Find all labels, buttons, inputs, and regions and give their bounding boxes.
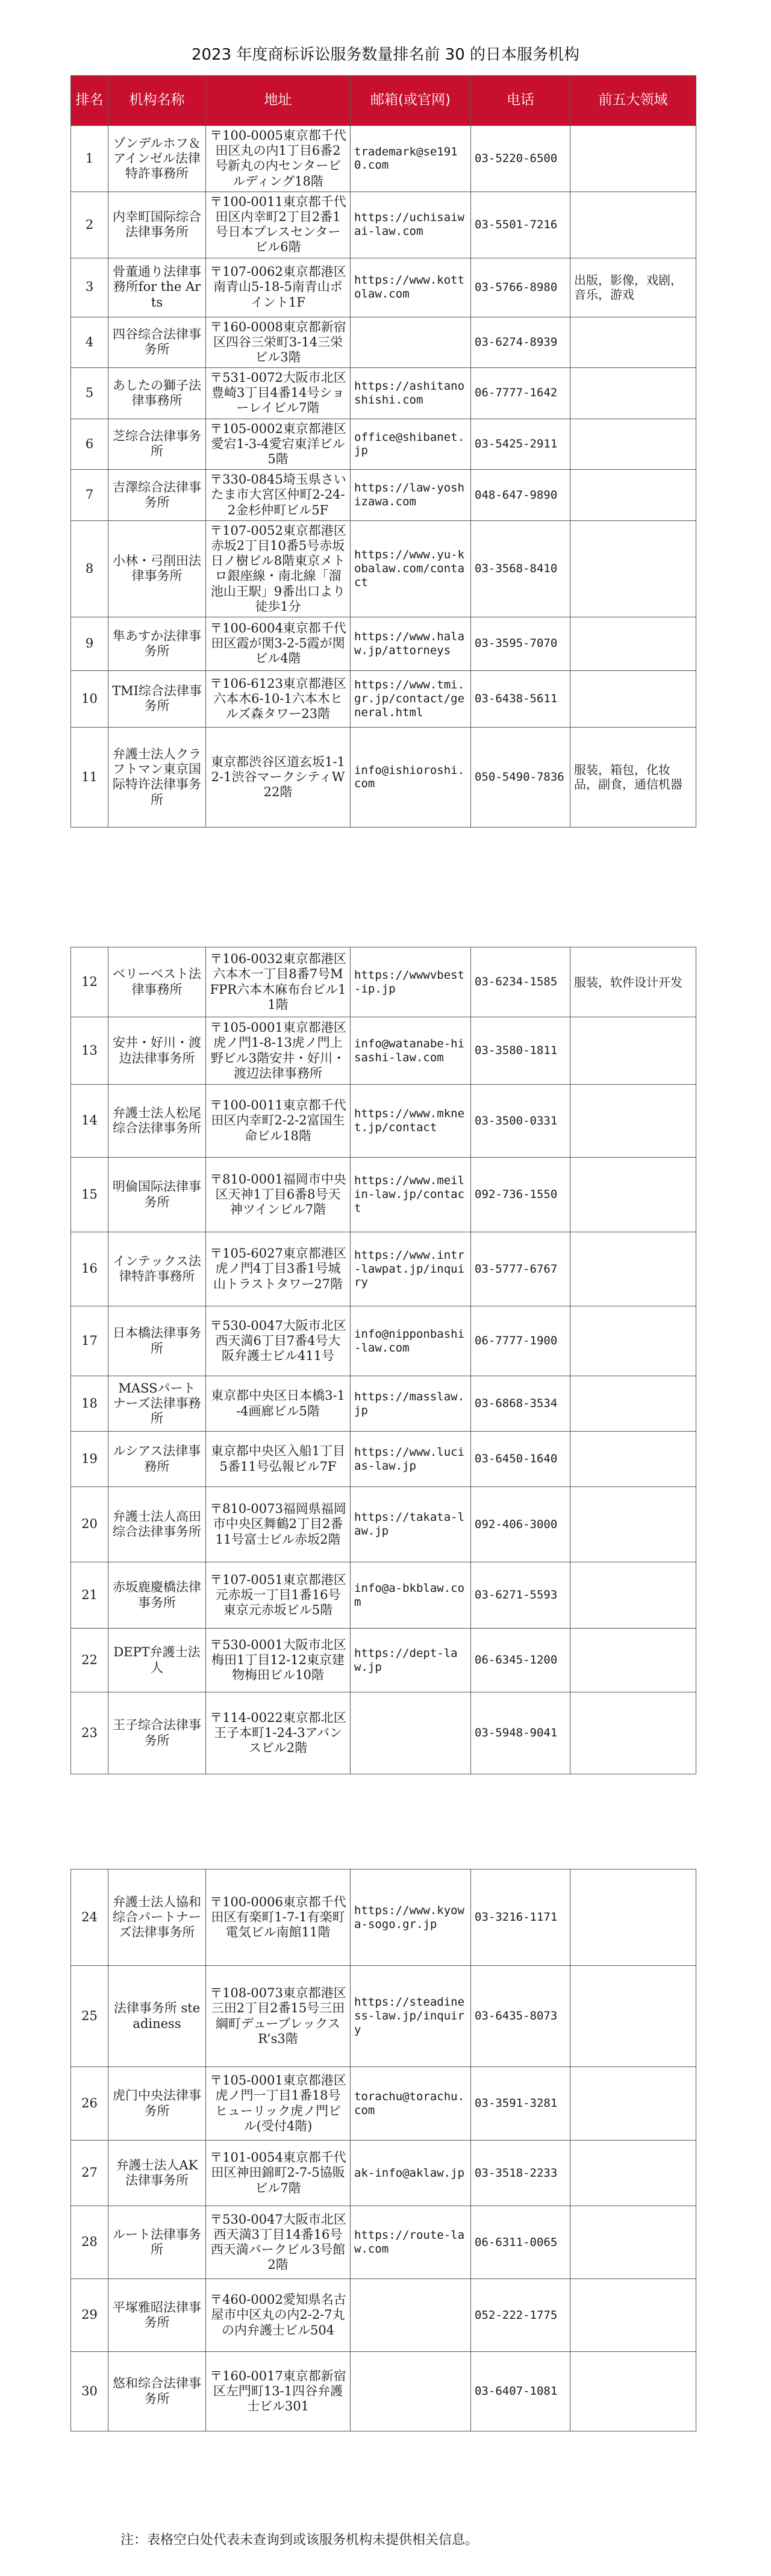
cell-fields (570, 2352, 696, 2431)
cell-rank: 21 (71, 1562, 108, 1629)
table-row (71, 1232, 696, 1306)
cell-address: 〒105-0002東京都港区愛宕1-3-4愛宕東洋ビル5階 (206, 419, 351, 470)
cell-rank: 20 (71, 1487, 108, 1562)
cell-contact[interactable]: https://www.meilin-law.jp/contact (351, 1158, 471, 1232)
cell-address: 〒530-0001大阪市北区梅田1丁目12-12東京建物梅田ビル10階 (206, 1629, 351, 1692)
table-row (71, 1966, 696, 2067)
header-address: 地址 (206, 76, 351, 126)
cell-address: 〒810-0001福岡市中央区天神1丁目6番8号天神ツインビル7階 (206, 1158, 351, 1232)
cell-contact[interactable]: https://masslaw.jp (351, 1376, 471, 1432)
cell-rank: 8 (71, 520, 108, 617)
cell-fields (570, 1629, 696, 1692)
cell-contact[interactable]: https://route-law.com (351, 2206, 471, 2279)
table-row (71, 317, 696, 368)
cell-address: 〒107-0051東京都港区元赤坂一丁目1番16号東京元赤坂ビル5階 (206, 1562, 351, 1629)
firm-table-part-1 (70, 75, 696, 828)
cell-firm-name: ルート法律事务所 (108, 2206, 206, 2279)
cell-rank: 28 (71, 2206, 108, 2279)
cell-contact[interactable]: https://www.tmi.gr.jp/contact/general.html (351, 670, 471, 727)
cell-address: 〒100-0011東京都千代田区内幸町2-2-2富国生命ビル18階 (206, 1085, 351, 1158)
table-row (71, 2206, 696, 2279)
cell-rank: 22 (71, 1629, 108, 1692)
cell-firm-name: 弁護士法人AK法律事务所 (108, 2141, 206, 2206)
table-row (71, 1017, 696, 1085)
header-row (71, 76, 696, 126)
cell-rank: 16 (71, 1232, 108, 1306)
table-row (71, 1085, 696, 1158)
cell-phone: 050-5490-7836 (471, 727, 570, 827)
cell-address: 東京都中央区日本橋3-1-4画廊ビル5階 (206, 1376, 351, 1432)
cell-address: 〒330-0845埼玉県さいたま市大宮区仲町2-24-2金杉仲町ビル5F (206, 470, 351, 521)
table-row (71, 1376, 696, 1432)
cell-fields (570, 1158, 696, 1232)
cell-address: 〒106-6123東京都港区六本木6-10-1六本木ヒルズ森タワー23階 (206, 670, 351, 727)
cell-phone: 03-5425-2911 (471, 419, 570, 470)
cell-rank: 4 (71, 317, 108, 368)
table-row (71, 1692, 696, 1774)
cell-fields (570, 1966, 696, 2067)
table-row (71, 1487, 696, 1562)
cell-firm-name: DEPT弁護士法人 (108, 1629, 206, 1692)
cell-contact[interactable]: https://takata-law.jp (351, 1487, 471, 1562)
cell-firm-name: 明倫国际法律事务所 (108, 1158, 206, 1232)
cell-fields (570, 1487, 696, 1562)
cell-phone: 03-6868-3534 (471, 1376, 570, 1432)
cell-contact[interactable]: info@nipponbashi-law.com (351, 1306, 471, 1376)
cell-phone: 03-6271-5593 (471, 1562, 570, 1629)
cell-phone: 03-6407-1081 (471, 2352, 570, 2431)
cell-rank: 12 (71, 947, 108, 1017)
cell-firm-name: 隼あすか法律事务所 (108, 617, 206, 670)
cell-contact[interactable]: https://www.mknet.jp/contact (351, 1085, 471, 1158)
table-row (71, 470, 696, 521)
table-row (71, 1629, 696, 1692)
cell-fields (570, 617, 696, 670)
cell-phone: 03-5766-8980 (471, 258, 570, 317)
cell-phone: 03-5948-9041 (471, 1692, 570, 1774)
cell-contact[interactable]: ak-info@aklaw.jp (351, 2141, 471, 2206)
cell-rank: 2 (71, 192, 108, 258)
cell-rank: 10 (71, 670, 108, 727)
cell-address: 〒530-0047大阪市北区西天満6丁目7番4号大阪弁護士ビル411号 (206, 1306, 351, 1376)
table-row (71, 258, 696, 317)
cell-rank: 23 (71, 1692, 108, 1774)
cell-rank: 27 (71, 2141, 108, 2206)
cell-firm-name: 弁護士法人松尾综合法律事务所 (108, 1085, 206, 1158)
cell-phone: 03-5501-7216 (471, 192, 570, 258)
cell-contact[interactable]: https://ashitanoshishi.com (351, 368, 471, 419)
cell-firm-name: TMI综合法律事务所 (108, 670, 206, 727)
cell-firm-name: 悠和综合法律事务所 (108, 2352, 206, 2431)
header-name: 机构名称 (108, 76, 206, 126)
cell-firm-name: 弁護士法人協和综合パートナーズ法律事务所 (108, 1870, 206, 1966)
cell-contact (351, 2279, 471, 2352)
cell-phone: 06-7777-1900 (471, 1306, 570, 1376)
cell-rank: 6 (71, 419, 108, 470)
table-row (71, 192, 696, 258)
cell-firm-name: 芝综合法律事务所 (108, 419, 206, 470)
cell-firm-name: 弁護士法人クラフトマン東京国际特许法律事务所 (108, 727, 206, 827)
header-contact: 邮箱(或官网) (351, 76, 471, 126)
page-title: 2023 年度商标诉讼服务数量排名前 30 的日本服务机构 (191, 46, 580, 64)
cell-contact (351, 317, 471, 368)
cell-firm-name: MASSパートナーズ法律事務所 (108, 1376, 206, 1432)
cell-firm-name: 四谷综合法律事务所 (108, 317, 206, 368)
cell-address: 〒530-0047大阪市北区西天満3丁目14番16号西天満パークビル3号館2階 (206, 2206, 351, 2279)
table-row (71, 727, 696, 827)
cell-address: 〒114-0022東京都北区王子本町1-24-3アバンスビル2階 (206, 1692, 351, 1774)
cell-contact[interactable]: info@a-bkblaw.com (351, 1562, 471, 1629)
cell-fields (570, 1085, 696, 1158)
cell-address: 〒100-0011東京都千代田区内幸町2丁目2番1号日本プレスセンタービル6階 (206, 192, 351, 258)
cell-firm-name: 骨董通り法律事務所for the Arts (108, 258, 206, 317)
cell-fields (570, 1692, 696, 1774)
cell-fields (570, 419, 696, 470)
cell-rank: 7 (71, 470, 108, 521)
cell-rank: 25 (71, 1966, 108, 2067)
cell-fields: 服装，箱包，化妆品，副食，通信机器 (570, 727, 696, 827)
cell-phone: 03-6450-1640 (471, 1432, 570, 1487)
cell-contact[interactable]: info@ishioroshi.com (351, 727, 471, 827)
cell-contact[interactable]: office@shibanet.jp (351, 419, 471, 470)
cell-firm-name: ルシアス法律事務所 (108, 1432, 206, 1487)
table-row (71, 2141, 696, 2206)
cell-fields (570, 317, 696, 368)
cell-fields (570, 670, 696, 727)
cell-rank: 14 (71, 1085, 108, 1158)
table-row (71, 2352, 696, 2431)
cell-rank: 26 (71, 2067, 108, 2141)
cell-rank: 19 (71, 1432, 108, 1487)
cell-phone: 03-3518-2233 (471, 2141, 570, 2206)
cell-contact[interactable]: https://uchisaiwai-law.com (351, 192, 471, 258)
cell-rank: 5 (71, 368, 108, 419)
cell-contact[interactable]: torachu@torachu.com (351, 2067, 471, 2141)
cell-rank: 24 (71, 1870, 108, 1966)
cell-contact[interactable]: https://steadiness-law.jp/inquiry (351, 1966, 471, 2067)
cell-fields (570, 368, 696, 419)
cell-rank: 17 (71, 1306, 108, 1376)
header-fields: 前五大领域 (570, 76, 696, 126)
cell-fields: 服装，软件设计开发 (570, 947, 696, 1017)
cell-fields (570, 192, 696, 258)
cell-fields (570, 2279, 696, 2352)
cell-address: 〒108-0073東京都港区三田2丁目2番15号三田綱町デュープレックスR’s3階 (206, 1966, 351, 2067)
cell-fields (570, 470, 696, 521)
cell-phone: 03-6234-1585 (471, 947, 570, 1017)
table-row (71, 1870, 696, 1966)
cell-contact[interactable]: https://www.kottolaw.com (351, 258, 471, 317)
table-row (71, 2067, 696, 2141)
cell-firm-name: 小林・弓削田法律事务所 (108, 520, 206, 617)
cell-phone: 052-222-1775 (471, 2279, 570, 2352)
cell-phone: 03-3216-1171 (471, 1870, 570, 1966)
cell-firm-name: あしたの獅子法律事務所 (108, 368, 206, 419)
cell-fields (570, 1432, 696, 1487)
cell-phone: 092-736-1550 (471, 1158, 570, 1232)
cell-address: 〒810-0073福岡県福岡市中央区舞鶴2丁目2番11号富士ビル赤坂2階 (206, 1487, 351, 1562)
cell-address: 〒100-6004東京都千代田区霞が関3-2-5霞が関ビル4階 (206, 617, 351, 670)
cell-contact[interactable]: info@watanabe-hisashi-law.com (351, 1017, 471, 1085)
firm-table-part-3 (70, 1869, 696, 2431)
cell-rank: 18 (71, 1376, 108, 1432)
cell-phone: 03-6438-5611 (471, 670, 570, 727)
cell-phone: 03-6435-8073 (471, 1966, 570, 2067)
cell-phone: 048-647-9890 (471, 470, 570, 521)
cell-fields (570, 1232, 696, 1306)
header-phone: 电话 (471, 76, 570, 126)
cell-contact[interactable]: https://www.kyowa-sogo.gr.jp (351, 1870, 471, 1966)
table-row (71, 1432, 696, 1487)
cell-address: 東京都渋谷区道玄坂1-12-1渋谷マークシティW22階 (206, 727, 351, 827)
cell-fields (570, 2206, 696, 2279)
table-row (71, 947, 696, 1017)
cell-phone: 03-3595-7070 (471, 617, 570, 670)
cell-rank: 11 (71, 727, 108, 827)
cell-rank: 15 (71, 1158, 108, 1232)
table-row (71, 617, 696, 670)
cell-firm-name: 法律事务所 steadiness (108, 1966, 206, 2067)
cell-address: 〒100-0005東京都千代田区丸の内1丁目6番2号新丸の内センタービルディング18階 (206, 126, 351, 192)
cell-address: 〒105-6027東京都港区虎ノ門4丁目3番1号城山トラストタワー27階 (206, 1232, 351, 1306)
header-rank: 排名 (71, 76, 108, 126)
table-row (71, 126, 696, 192)
cell-phone: 092-406-3000 (471, 1487, 570, 1562)
table-row (71, 670, 696, 727)
cell-phone: 03-6274-8939 (471, 317, 570, 368)
cell-address: 〒460-0002愛知県名古屋市中区丸の内2-2-7丸の内弁護士ビル504 (206, 2279, 351, 2352)
cell-fields (570, 1017, 696, 1085)
cell-fields (570, 1376, 696, 1432)
cell-address: 〒160-0017東京都新宿区左門町13-1四谷弁護士ビル301 (206, 2352, 351, 2431)
cell-contact (351, 2352, 471, 2431)
cell-contact[interactable]: trademark@se1910.com (351, 126, 471, 192)
cell-phone: 03-3591-3281 (471, 2067, 570, 2141)
cell-contact[interactable]: https://www.lucias-law.jp (351, 1432, 471, 1487)
cell-address: 〒106-0032東京都港区六本木一丁目8番7号MFPR六本木麻布台ビル11階 (206, 947, 351, 1017)
cell-phone: 03-3500-0331 (471, 1085, 570, 1158)
cell-phone: 03-5777-6767 (471, 1232, 570, 1306)
cell-address: 〒100-0006東京都千代田区有楽町1-7-1有楽町電気ビル南館11階 (206, 1870, 351, 1966)
table-row (71, 2279, 696, 2352)
cell-address: 〒107-0052東京都港区赤坂2丁目10番5号赤坂日ノ樹ビル8階東京メトロ銀座線・南北線「溜池山王駅」9番出口より徒歩1分 (206, 520, 351, 617)
cell-firm-name: 安井・好川・渡边法律事务所 (108, 1017, 206, 1085)
cell-fields (570, 2067, 696, 2141)
cell-phone: 03-5220-6500 (471, 126, 570, 192)
cell-contact[interactable]: https://www.halaw.jp/attorneys (351, 617, 471, 670)
cell-phone: 06-7777-1642 (471, 368, 570, 419)
cell-address: 〒105-0001東京都港区虎ノ門一丁目1番18号ヒューリック虎ノ門ビル(受付4階) (206, 2067, 351, 2141)
cell-address: 〒105-0001東京都港区虎ノ門1-8-13虎ノ門上野ビル3階安井・好川・渡辺法律事務所 (206, 1017, 351, 1085)
footnote: 注：表格空白处代表未查询到或该服务机构未提供相关信息。 (120, 2533, 479, 2548)
cell-address: 〒107-0062東京都港区南青山5-18-5南青山ポイント1F (206, 258, 351, 317)
cell-address: 〒531-0072大阪市北区豊崎3丁目4番14号ショーレイビル7階 (206, 368, 351, 419)
cell-fields (570, 520, 696, 617)
cell-address: 〒101-0054東京都千代田区神田錦町2-7-5協販ビル7階 (206, 2141, 351, 2206)
cell-contact[interactable]: https://www.yu-kobalaw.com/contact (351, 520, 471, 617)
table-row (71, 1562, 696, 1629)
cell-contact[interactable]: https://wwwvbest-ip.jp (351, 947, 471, 1017)
cell-phone: 03-3580-1811 (471, 1017, 570, 1085)
cell-firm-name: インテックス法律特許事務所 (108, 1232, 206, 1306)
cell-contact[interactable]: https://www.intr-lawpat.jp/inquiry (351, 1232, 471, 1306)
cell-rank: 13 (71, 1017, 108, 1085)
table-row (71, 419, 696, 470)
table-row (71, 368, 696, 419)
firm-table-part-2 (70, 947, 696, 1774)
cell-rank: 3 (71, 258, 108, 317)
cell-firm-name: 王子综合法律事务所 (108, 1692, 206, 1774)
cell-firm-name: ゾンデルホフ＆アインゼル法律特許事務所 (108, 126, 206, 192)
cell-fields (570, 1870, 696, 1966)
cell-rank: 9 (71, 617, 108, 670)
cell-fields (570, 2141, 696, 2206)
cell-phone: 06-6345-1200 (471, 1629, 570, 1692)
cell-firm-name: 日本橋法律事务所 (108, 1306, 206, 1376)
cell-firm-name: 内幸町国际综合法律事务所 (108, 192, 206, 258)
cell-phone: 06-6311-0065 (471, 2206, 570, 2279)
cell-contact[interactable]: https://dept-law.jp (351, 1629, 471, 1692)
cell-firm-name: 赤坂鹿慶橋法律事务所 (108, 1562, 206, 1629)
table-row (71, 1306, 696, 1376)
cell-fields: 出版，影像，戏剧，音乐，游戏 (570, 258, 696, 317)
cell-rank: 1 (71, 126, 108, 192)
table-row (71, 520, 696, 617)
cell-contact (351, 1692, 471, 1774)
cell-fields (570, 1306, 696, 1376)
cell-firm-name: 虎门中央法律事务所 (108, 2067, 206, 2141)
cell-address: 東京都中央区入船1丁目5番11号弘報ビル7F (206, 1432, 351, 1487)
cell-firm-name: 弁護士法人高田综合法律事务所 (108, 1487, 206, 1562)
cell-firm-name: ベリーベスト法律事務所 (108, 947, 206, 1017)
table-row (71, 1158, 696, 1232)
cell-phone: 03-3568-8410 (471, 520, 570, 617)
cell-fields (570, 1562, 696, 1629)
cell-address: 〒160-0008東京都新宿区四谷三栄町3-14三栄ビル3階 (206, 317, 351, 368)
cell-fields (570, 126, 696, 192)
cell-firm-name: 平塚雅昭法律事务所 (108, 2279, 206, 2352)
cell-firm-name: 吉澤综合法律事务所 (108, 470, 206, 521)
cell-rank: 30 (71, 2352, 108, 2431)
cell-contact[interactable]: https://law-yoshizawa.com (351, 470, 471, 521)
cell-rank: 29 (71, 2279, 108, 2352)
